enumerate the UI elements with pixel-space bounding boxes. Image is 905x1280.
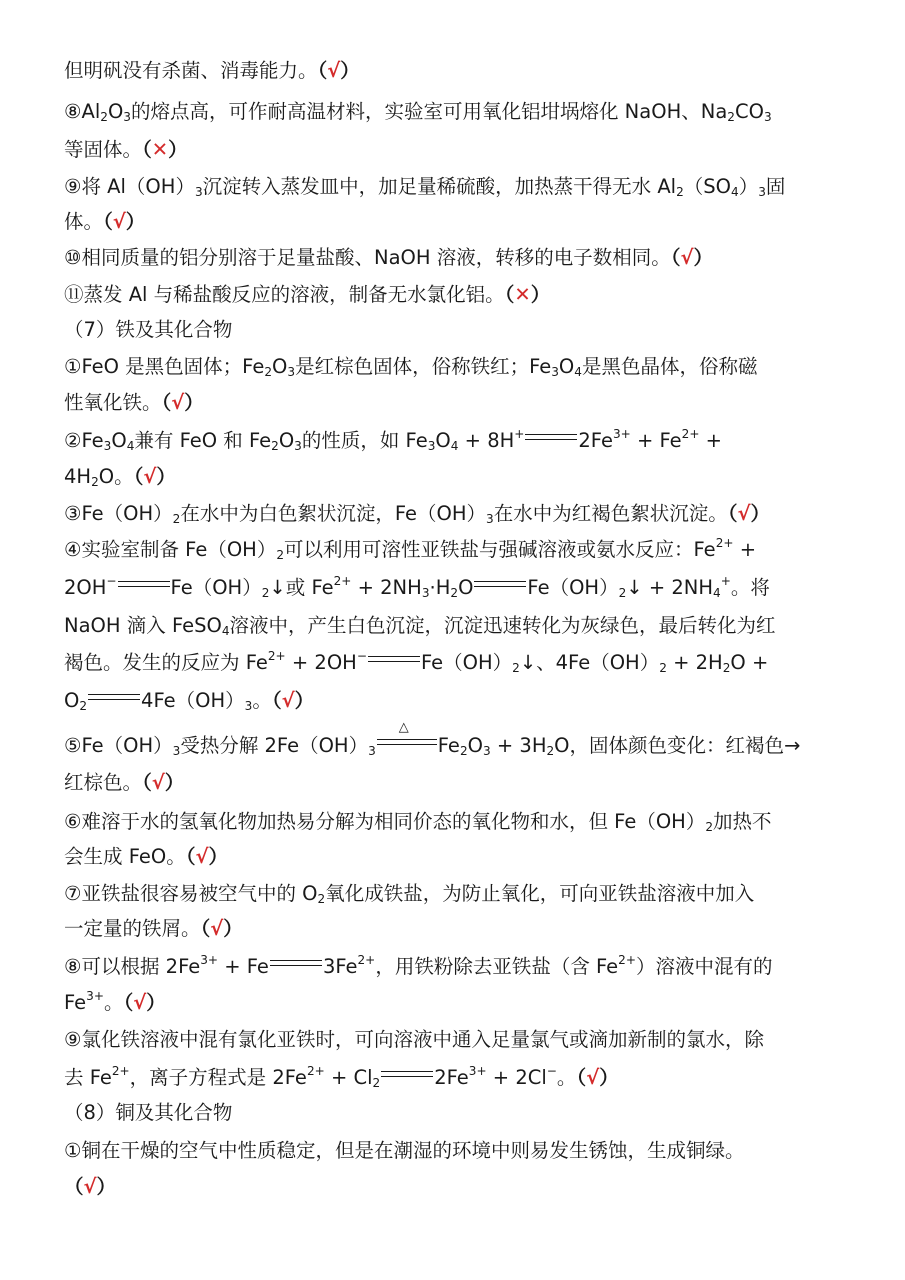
text-run: + 2Cl (486, 1066, 547, 1089)
text-run: 受热分解 2Fe（OH） (180, 734, 369, 757)
text-run: Fe (64, 991, 87, 1014)
superscript: 2+ (306, 1063, 325, 1078)
check-icon: √ (281, 689, 295, 712)
text-run: Fe（OH） (420, 651, 513, 674)
correct-mark: （√） (161, 391, 204, 414)
text-run: ①铜在干燥的空气中性质稳定，但是在潮湿的环境中则易发生锈蚀，生成铜绿。 (64, 1139, 745, 1162)
text-line (64, 243, 713, 273)
check-icon: √ (83, 1175, 97, 1198)
text-run: ⑧可以根据 2Fe (64, 955, 201, 978)
text-run: 可以利用可溶性亚铁盐与强碱溶液或氨水反应：Fe (284, 538, 716, 561)
text-run: O (435, 429, 451, 452)
text-run: 固 (765, 175, 786, 198)
superscript: 2+ (267, 648, 286, 663)
text-run: 沉淀转入蒸发皿中，加足量稀硫酸，加热蒸干得无水 Al (202, 175, 677, 198)
text-run: （7）铁及其化合物 (64, 318, 233, 341)
text-line (64, 56, 360, 86)
superscript: + (720, 573, 731, 588)
text-run: 。 (252, 689, 272, 712)
text-run: 会生成 FeO。 (64, 845, 186, 868)
text-run: O (272, 355, 288, 378)
text-line (64, 499, 770, 529)
check-icon: √ (151, 771, 165, 794)
text-run: ⑨氯化铁溶液中混有氯化亚铁时，可向溶液中通入足量氯气或滴加新制的氯水，除 (64, 1028, 764, 1051)
superscript: 2+ (111, 1063, 130, 1078)
text-line (64, 807, 772, 837)
subscript: 4 (221, 624, 230, 639)
superscript: 3+ (612, 426, 631, 441)
check-icon: √ (195, 845, 209, 868)
subscript: 2 (459, 744, 468, 759)
correct-mark: （√） (670, 246, 714, 269)
equals-sign (525, 434, 577, 440)
text-line (64, 97, 772, 127)
text-run: O (107, 100, 124, 123)
equals-sign (88, 694, 140, 700)
text-run: Fe（OH） (170, 576, 262, 599)
text-run: ） (738, 175, 759, 198)
text-run: O + (730, 651, 769, 674)
text-line (64, 426, 722, 456)
correct-mark: （√） (200, 917, 243, 940)
subscript: 3 (551, 365, 559, 380)
text-run: ③Fe（OH） (64, 502, 173, 525)
equals-sign (270, 960, 322, 966)
text-run: ，用铁粉除去亚铁盐（含 Fe (375, 955, 619, 978)
correct-mark: （√） (123, 991, 166, 1014)
text-run: 在水中为红褐色絮状沉淀。 (493, 502, 728, 525)
text-line (64, 648, 768, 678)
correct-mark: （√） (271, 689, 315, 712)
text-run: ⑨将 Al（OH） (64, 175, 195, 198)
text-run: 红棕色。 (64, 771, 143, 794)
text-line (64, 879, 754, 909)
text-run: 体。 (64, 210, 104, 233)
section-heading (64, 1098, 232, 1128)
text-run: 3Fe (322, 955, 358, 978)
correct-mark: （√） (142, 771, 185, 794)
text-line (64, 573, 770, 603)
text-run: ↓或 Fe (269, 576, 334, 599)
text-run: + (699, 429, 723, 452)
text-line (64, 1172, 116, 1202)
subscript: 4 (713, 586, 721, 601)
text-run: ⑦亚铁盐很容易被空气中的 O (64, 882, 318, 905)
text-run: 溶液中，产生白色沉淀，沉淀迅速转化为灰绿色，最后转化为红 (229, 614, 776, 637)
wrong-mark: （✕） (142, 138, 188, 161)
text-run: 的性质，如 Fe (301, 429, 428, 452)
check-icon: √ (112, 210, 126, 233)
superscript: 3+ (86, 988, 104, 1003)
text-run: + 2H (666, 651, 723, 674)
superscript: 2+ (681, 426, 700, 441)
check-icon: √ (133, 991, 147, 1014)
subscript: 4 (126, 439, 135, 454)
subscript: 3 (427, 439, 436, 454)
equals-sign (368, 656, 420, 662)
text-run: 性氧化铁。 (64, 391, 162, 414)
subscript: 2 (271, 439, 279, 454)
text-run: O (558, 355, 575, 378)
subscript: 2 (546, 744, 555, 759)
superscript: 3+ (468, 1063, 487, 1078)
cross-icon: ✕ (151, 138, 169, 161)
text-run: + 3H (490, 734, 547, 757)
cross-icon: ✕ (514, 283, 531, 306)
subscript: 2 (618, 586, 627, 601)
text-line (64, 952, 773, 982)
text-line (64, 535, 756, 565)
text-line (64, 172, 785, 202)
correct-mark: （√） (317, 59, 360, 82)
check-icon: √ (143, 465, 157, 488)
text-run: O (64, 689, 80, 712)
text-run: + 2OH (285, 651, 357, 674)
text-run: （SO (683, 175, 732, 198)
text-run: O (467, 734, 483, 757)
text-line (64, 686, 314, 716)
text-run: 加热不 (713, 810, 772, 833)
text-run: Fe（OH） (527, 576, 619, 599)
text-run: + Fe (218, 955, 269, 978)
subscript: 2 (512, 661, 520, 676)
text-line (64, 720, 801, 761)
text-run: + 8H (458, 429, 515, 452)
subscript: 3 (287, 365, 296, 380)
text-run: ↓、4Fe（OH） (519, 651, 660, 674)
text-run: ⑧Al (64, 100, 101, 123)
superscript: − (546, 1063, 557, 1078)
text-run: 2Fe (434, 1066, 469, 1089)
superscript: 2+ (715, 535, 734, 550)
equals-sign (381, 1071, 433, 1077)
text-run: 4H (64, 465, 92, 488)
text-line (64, 1136, 744, 1166)
text-run: 氧化成铁盐，为防止氧化，可向亚铁盐溶液中加入 (325, 882, 755, 905)
subscript: 3 (486, 512, 494, 527)
text-line (64, 280, 550, 310)
equals-sign (474, 581, 526, 587)
text-run: 在水中为白色絮状沉淀，Fe（OH） (180, 502, 486, 525)
text-run: 。将 (730, 576, 770, 599)
superscript: − (106, 573, 117, 588)
text-run: + (733, 538, 757, 561)
check-icon: √ (171, 391, 185, 414)
text-line (64, 914, 243, 944)
text-run: ⑤Fe（OH） (64, 734, 173, 757)
subscript: 2 (91, 475, 99, 490)
text-run: ②Fe (64, 429, 104, 452)
correct-mark: （√） (64, 1175, 117, 1198)
text-run: ⑩相同质量的铝分别溶于足量盐酸、NaOH 溶液，转移的电子数相同。 (64, 246, 671, 269)
text-run: O，固体颜色变化：红褐色→ (554, 734, 801, 757)
subscript: 3 (763, 110, 772, 125)
heating-equals-sign (377, 720, 437, 745)
check-icon: √ (680, 246, 694, 269)
check-icon: √ (210, 917, 224, 940)
text-run: ↓ + 2NH (626, 576, 714, 599)
text-run: 是黑色晶体，俗称磁 (581, 355, 758, 378)
subscript: 3 (421, 586, 430, 601)
subscript: 3 (294, 439, 302, 454)
text-line (64, 1025, 764, 1055)
text-line (64, 388, 204, 418)
subscript: 2 (317, 892, 326, 907)
correct-mark: （√） (103, 210, 146, 233)
subscript: 2 (372, 1076, 381, 1091)
subscript: 2 (276, 548, 285, 563)
subscript: 4 (731, 185, 739, 200)
text-run: ⑪蒸发 Al 与稀盐酸反应的溶液，制备无水氯化铝。 (64, 283, 505, 306)
correct-mark: （√） (133, 465, 176, 488)
text-run: 是红棕色固体，俗称铁红；Fe (295, 355, 552, 378)
text-run: + Fe (630, 429, 682, 452)
text-run: Fe (437, 734, 460, 757)
text-run: ④实验室制备 Fe（OH） (64, 538, 277, 561)
subscript: 2 (659, 661, 667, 676)
correct-mark: （√） (576, 1066, 619, 1089)
subscript: 4 (450, 439, 459, 454)
text-run: 等固体。 (64, 138, 143, 161)
subscript: 2 (722, 661, 731, 676)
equals-sign (118, 581, 170, 587)
text-run: CO (734, 100, 764, 123)
text-run: 。 (556, 1066, 577, 1089)
text-run: + Cl (324, 1066, 373, 1089)
superscript: − (356, 648, 367, 663)
subscript: 3 (123, 110, 131, 125)
text-run: ，离子方程式是 2Fe (129, 1066, 307, 1089)
text-run: ·H (429, 576, 451, 599)
text-line (64, 135, 188, 165)
subscript: 3 (368, 744, 376, 759)
subscript: 2 (676, 185, 684, 200)
subscript: 2 (172, 512, 181, 527)
heat-triangle-icon: △ (398, 720, 409, 736)
text-run: O (278, 429, 295, 452)
subscript: 2 (727, 110, 735, 125)
subscript: 2 (705, 820, 714, 835)
check-icon: √ (586, 1066, 600, 1089)
text-line (64, 768, 184, 798)
text-run: 。 (103, 991, 124, 1014)
check-icon: √ (327, 59, 341, 82)
text-run: O (111, 429, 127, 452)
text-run: ①FeO 是黑色固体；Fe (64, 355, 265, 378)
subscript: 3 (244, 699, 253, 714)
subscript: 2 (450, 586, 459, 601)
text-line (64, 988, 166, 1018)
superscript: + (514, 426, 525, 441)
correct-mark: （√） (727, 502, 770, 525)
text-run: 4Fe（OH） (141, 689, 245, 712)
subscript: 2 (261, 586, 270, 601)
text-run: 褐色。发生的反应为 Fe (64, 651, 268, 674)
text-run: NaOH 滴入 FeSO (64, 614, 222, 637)
subscript: 2 (264, 365, 273, 380)
subscript: 3 (482, 744, 491, 759)
text-run: 一定量的铁屑。 (64, 917, 201, 940)
superscript: 3+ (200, 952, 219, 967)
superscript: 2+ (618, 952, 636, 967)
subscript: 2 (79, 699, 88, 714)
text-line (64, 462, 176, 492)
text-run: 的熔点高，可作耐高温材料，实验室可用氧化铝坩埚熔化 NaOH、Na (130, 100, 728, 123)
text-line (64, 352, 757, 382)
subscript: 4 (574, 365, 582, 380)
text-run: 2OH (64, 576, 107, 599)
text-run: O。 (98, 465, 134, 488)
superscript: 2+ (357, 952, 376, 967)
text-run: （8）铜及其化合物 (64, 1101, 233, 1124)
text-line (64, 611, 776, 641)
section-heading (64, 315, 232, 345)
text-run: 去 Fe (64, 1066, 112, 1089)
wrong-mark: （✕） (504, 283, 551, 306)
text-run: 兼有 FeO 和 Fe (134, 429, 272, 452)
subscript: 3 (194, 185, 203, 200)
text-run: + 2NH (351, 576, 422, 599)
correct-mark: （√） (185, 845, 228, 868)
check-icon: √ (737, 502, 751, 525)
superscript: 2+ (333, 573, 352, 588)
text-run: ⑥难溶于水的氢氧化物加热易分解为相同价态的氧化物和水，但 Fe（OH） (64, 810, 706, 833)
text-line (64, 207, 145, 237)
text-run: 但明矾没有杀菌、消毒能力。 (64, 59, 318, 82)
text-run: ）溶液中混有的 (635, 955, 773, 978)
subscript: 3 (103, 439, 112, 454)
subscript: 2 (100, 110, 108, 125)
text-line (64, 1063, 619, 1093)
text-run: O (458, 576, 474, 599)
text-run: 2Fe (578, 429, 613, 452)
subscript: 3 (758, 185, 766, 200)
subscript: 3 (172, 744, 181, 759)
text-line (64, 842, 228, 872)
